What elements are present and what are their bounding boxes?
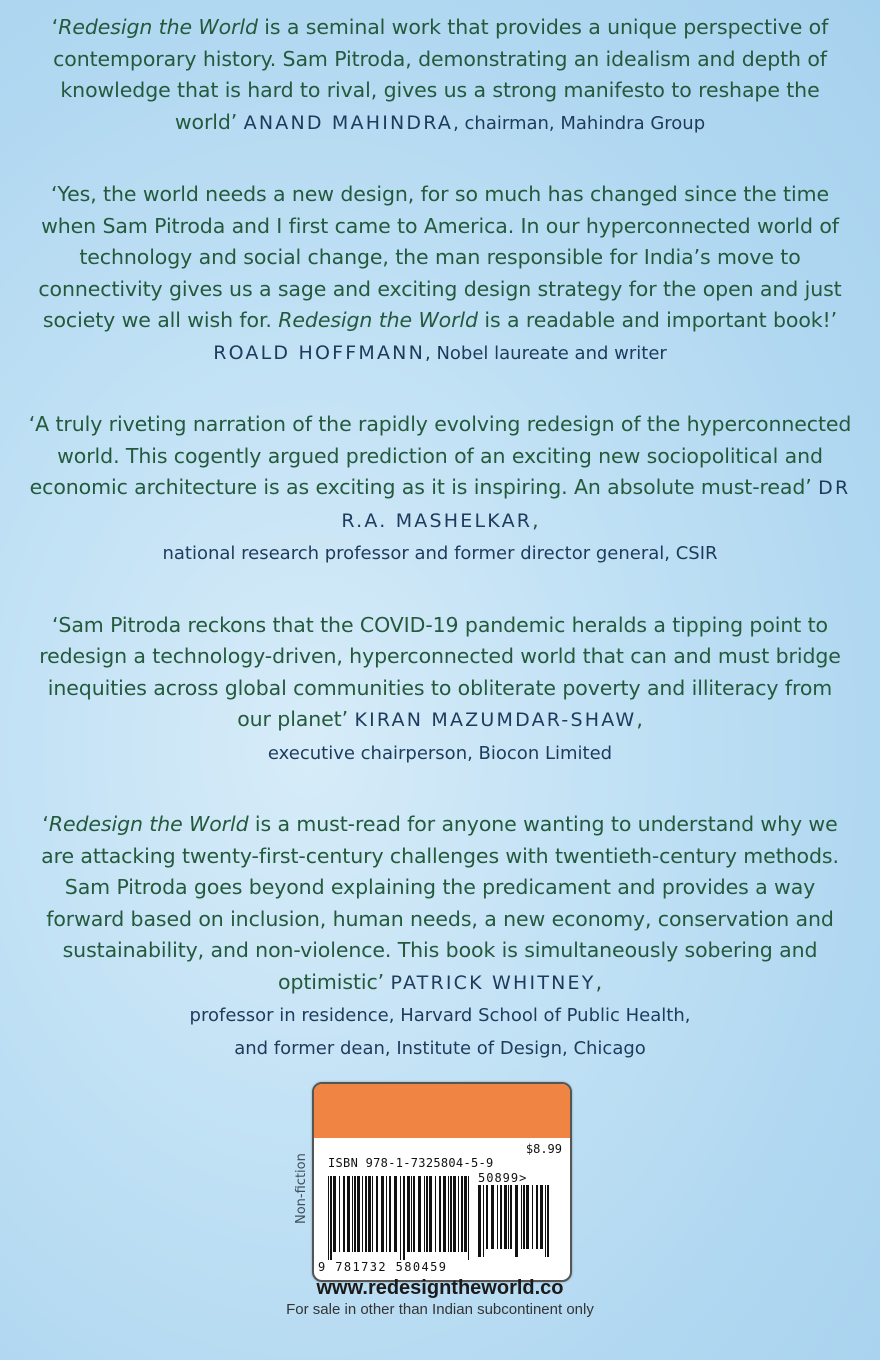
endorser-name: KIRAN MAZUMDAR-SHAW [354,709,637,731]
sale-restriction-note: For sale in other than Indian subcontinent only [286,1301,594,1318]
barcode-bar [333,1176,336,1252]
quote-whitney: ‘Redesign the World is a must-read for anyone wanting to understand why we are attacking twenty-first-century challenges with twentieth-century methods. Sam Pitroda goes beyond explaining the predicament and provides a way forward based on inclusion, human needs, a new economy, conservation and sustainability, and non-violence. This book is simultaneously sobering and optimistic’ PATRICK WHITNEY, professor in residence, Harvard School of Public Health, and former dean, Institute of Design, Chicago [41,812,839,1059]
barcode-bar [394,1176,397,1252]
endorser-role-line-1: professor in residence, Harvard School of Public Health, [189,1005,691,1026]
barcode-bar [386,1176,387,1252]
barcode-bar [339,1176,340,1252]
barcode-bar [521,1185,522,1249]
barcode-bar [435,1176,436,1252]
endorser-name: PATRICK WHITNEY [390,971,596,994]
quote-open: ‘ [42,812,49,836]
barcode-bar [418,1176,421,1252]
barcode-bar [536,1185,538,1249]
quote-mazumdar-shaw: ‘Sam Pitroda reckons that the COVID-19 pandemic heralds a tipping point to redesign a technology-driven, hyperconnected world that can and must bridge inequities across global communities to obliterate poverty and illiteracy from our planet’ KIRAN MAZUMDAR-SHAW, executive chairperson, Biocon Limited [39,612,841,764]
book-title-italic: Redesign the World [278,308,478,332]
barcode-bar [504,1185,507,1249]
barcode-bar [365,1176,367,1252]
barcode-bar [372,1176,373,1252]
barcode-bar [439,1176,441,1252]
barcode-bar [497,1185,498,1249]
barcode-bar [526,1185,529,1249]
barcode-bar [448,1176,449,1252]
barcode-bar [407,1176,410,1252]
price-label: $8.99 [525,1142,562,1156]
barcode-bar [330,1176,332,1260]
barcode-bar [443,1176,446,1252]
endorsements [28,12,852,1104]
quote-mashelkar: ‘A truly riveting narration of the rapidly evolving redesign of the hyperconnected world. This cogently argued prediction of an exciting new sociopolitical and economic architecture is as exciting as it is inspiring. An absolute must-read’ DR R.A. MASHELKAR, national research professor and former director general, CSIR [28,412,852,564]
endorser-role-line-2: and former dean, Institute of Design, Chicago [234,1037,646,1059]
barcode-bar [458,1176,459,1252]
barcode-bar [468,1176,469,1260]
barcode-bar [403,1176,405,1260]
quote-mahindra [28,12,852,139]
endorser-role: executive chairperson, Biocon Limited [267,742,613,764]
barcode-bar [352,1176,353,1252]
barcode-bar [523,1185,525,1249]
barcode-bar [400,1176,401,1260]
quote-text: ‘A truly riveting narration of the rapidly evolving redesign of the hyperconnected world. This cogently argued prediction of an exciting new sociopolitical and economic architecture is as exciting as it is inspiring. An absolute must-read’ [28,412,852,499]
book-title-italic: Redesign the World [48,812,249,836]
endorser-role: , chairman, Mahindra Group [453,112,706,134]
barcode-bar [478,1185,481,1257]
barcode-bar [424,1176,425,1252]
barcode-bar [491,1185,494,1249]
barcode-bar [453,1176,456,1252]
quote-text: ‘Yes, the world needs a new design, for so much has changed since the time when Sam Pitroda and I first came to America. In our hyperconnected world of technology and social change, the man responsible for India’s move to connectivity gives us a sage and exciting design strategy for the open and just society we all wish for. [38,182,842,332]
quote-text: ‘Sam Pitroda reckons that the COVID-19 pandemic heralds a tipping point to redesign a technology-driven, hyperconnected world that can and must bridge inequities across global communities to obliterate poverty and illiteracy from our planet’ [39,612,841,731]
barcode-bar [354,1176,356,1252]
barcode-bar [426,1176,428,1252]
barcode-bar [413,1176,415,1252]
quote-text: is a must-read for anyone wanting to understand why we are attacking twenty-first-century challenges with twentieth-century methods. Sam Pitroda goes beyond explaining the predicament and provides a way forward based on inclusion, human needs, a new economy, conservation and sustainability, and non-violence. This book is simultaneously sobering and optimistic’ [41,812,839,994]
quote-open: ‘ [51,15,59,39]
barcode-bar [510,1185,512,1249]
quote-text: is a readable and important book!’ [477,308,838,332]
barcode-bar [486,1185,488,1249]
isbn-label: ISBN 978-1-7325804-5-9 [328,1156,494,1170]
quote-text: is a seminal work that provides a unique perspective of contemporary history. Sam Pitroda, demonstrating an idealism and depth of knowledge that is hard to rival, gives us a strong manifesto to reshape the world’ [53,15,829,134]
endorser-role: national research professor and former director general, CSIR [162,543,718,564]
book-title-italic: Redesign the World [58,15,258,39]
barcode-bar [376,1176,378,1252]
barcode-bar [362,1176,363,1252]
barcode-bar [508,1185,509,1249]
barcode-bar [411,1176,412,1252]
endorser-name: DR R.A. MASHELKAR [341,477,851,532]
barcode-bar [483,1185,484,1257]
barcode-bar [381,1176,384,1252]
barcode-bar [343,1176,345,1252]
barcode-bar [328,1176,329,1260]
barcode-bar [461,1176,463,1252]
barcode-bar [545,1185,546,1257]
barcode-bar [464,1176,467,1252]
barcode-bar [540,1185,543,1249]
endorser-name: ANAND MAHINDRA [243,111,454,134]
barcode-bar [532,1185,533,1249]
endorser-role: , Nobel laureate and writer [425,342,667,364]
barcode-main-bars [328,1176,474,1260]
genre-label: Non-fiction [294,1153,309,1224]
barcode-addon-bars [478,1185,550,1257]
addon-code-label: 50899> [478,1171,528,1185]
barcode-bar [450,1176,452,1252]
endorser-name: ROALD HOFFMANN [213,341,425,364]
ean-number: 9 781732 580459 [318,1260,448,1274]
quote-hoffmann [28,179,852,369]
website-url: www.redesigntheworld.co [316,1277,564,1299]
barcode-bar [429,1176,432,1252]
barcode-bar [389,1176,391,1252]
barcode-sticker [312,1082,572,1282]
barcode-bar [500,1185,502,1249]
barcode-bar [347,1176,350,1252]
price-band [314,1084,570,1138]
barcode-bar [368,1176,371,1252]
barcode-bar [357,1176,360,1252]
barcode-bar [547,1185,549,1257]
barcode-bar [515,1185,518,1257]
